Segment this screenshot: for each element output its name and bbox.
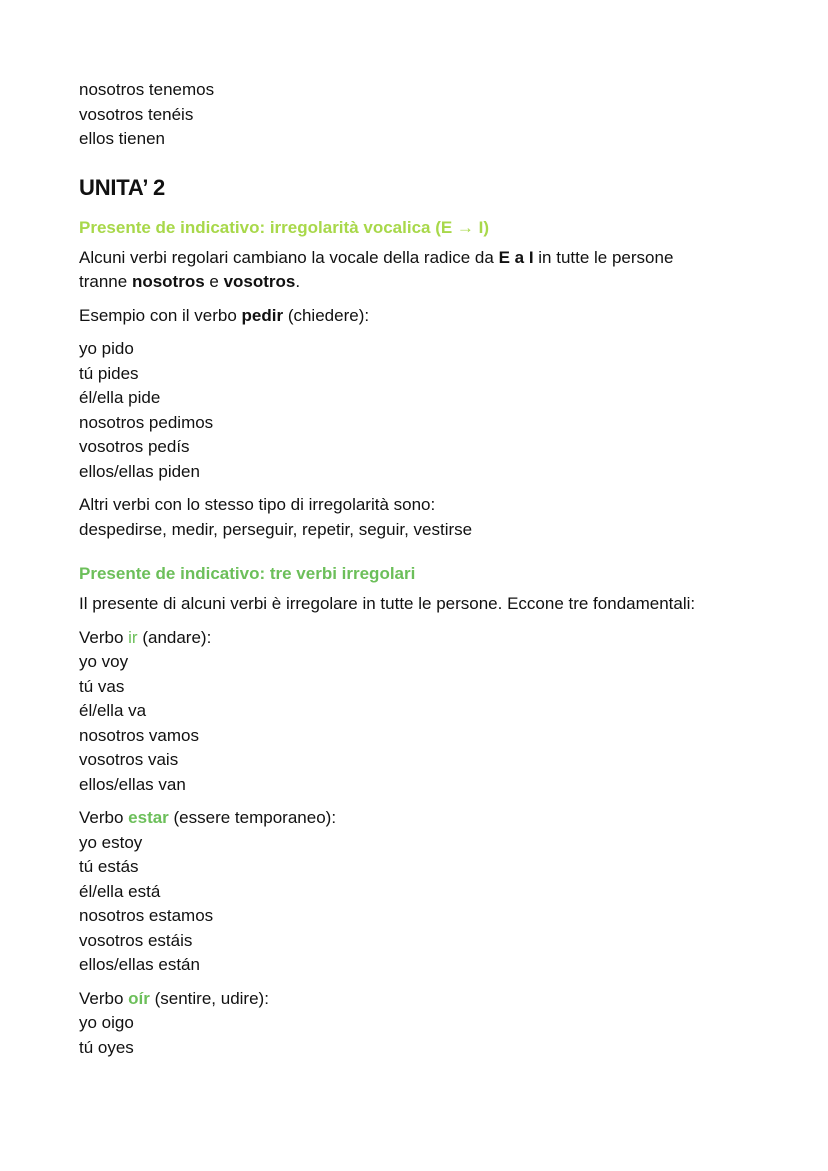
conjugation-line: tú oyes [79,1037,134,1057]
verb-prefix: Verbo [79,808,129,827]
verb-block-estar [79,806,779,978]
conjugation-line: nosotros pedimos [79,412,214,432]
conjugation-line: ellos/ellas van [79,774,186,794]
intro-bold: nosotros [131,272,205,291]
conjugation-line: nosotros tenemos [79,80,215,99]
intro-text: tranne [79,272,132,291]
conjugation-line: nosotros estamos [79,906,214,925]
verb-prefix: Verbo [79,988,129,1008]
section-title: Presente de indicativo: irregolarità vocalica (E → I) [79,217,490,237]
section-intro [79,246,779,295]
conjugation-line: tú pides [79,363,139,383]
conjugation-line: él/ella va [79,701,147,720]
verb-heading [79,806,779,831]
verb-name: oír [128,988,150,1008]
other-verbs-label: Altri verbi con lo stesso tipo di irregolarità sono: [79,495,436,514]
section-title: Presente de indicativo: tre verbi irregolari [79,564,416,583]
verb-meaning: (essere temporaneo): [168,808,337,827]
intro-text: e [204,272,224,291]
conjugation-line: él/ella está [79,881,161,901]
conjugation-line: ellos tienen [79,129,166,148]
verb-meaning: (sentire, udire): [149,988,269,1008]
pedir-conjugation [79,337,779,484]
section-intro: Il presente di alcuni verbi è irregolare in tutte le persone. Eccone tre fondamentali: [79,594,696,613]
verb-prefix: Verbo [79,627,129,647]
example-text: Esempio con il verbo [79,305,242,325]
conjugation-line: vosotros estáis [79,930,193,950]
section-vowel-irregularity [79,216,779,543]
conjugation-line: yo oigo [79,1013,134,1032]
conjugation-line: yo voy [79,652,129,671]
intro-text: Alcuni verbi regolari cambiano la vocale della radice da [79,247,499,267]
conjugation-line: nosotros vamos [79,725,199,745]
verb-block-ir [79,626,779,798]
top-conjugation [79,78,779,152]
verb-heading [79,987,779,1012]
conjugation-line: tú vas [79,676,125,696]
conjugation-line: vosotros vais [79,750,179,769]
example-verb: pedir [241,305,284,325]
intro-bold: E a I [498,247,534,267]
verb-name: estar [128,808,169,827]
unit-title: UNITA’ 2 [79,174,166,200]
verb-name: ir [128,627,138,647]
verb-heading [79,626,779,651]
conjugation-line: yo estoy [79,832,143,852]
document-page [79,78,779,1060]
intro-text: in tutte le persone [533,247,674,267]
verb-block-oir [79,987,779,1061]
verb-meaning: (andare): [137,627,212,647]
conjugation-line: él/ella pide [79,388,161,407]
example-text: (chiedere): [283,305,370,325]
conjugation-line: vosotros pedís [79,437,190,456]
intro-bold: vosotros [223,272,296,291]
intro-text: . [295,272,301,291]
example-line [79,304,779,329]
conjugation-line: yo pido [79,339,134,358]
conjugation-line: ellos/ellas están [79,955,200,974]
other-verbs-list: despedirse, medir, perseguir, repetir, seguir, vestirse [79,519,473,539]
conjugation-line: vosotros tenéis [79,104,194,124]
conjugation-line: ellos/ellas piden [79,461,200,481]
conjugation-line: tú estás [79,857,139,876]
section-three-irregular-verbs [79,562,779,1060]
